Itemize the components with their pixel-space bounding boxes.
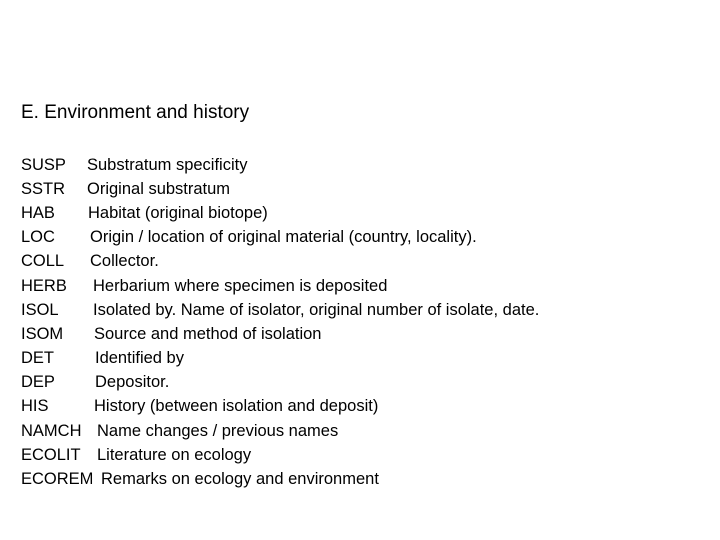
- field-code: ECOREM: [21, 470, 94, 488]
- field-description: Isolated by. Name of isolator, original number of isolate, date.: [93, 301, 540, 319]
- field-code: COLL: [21, 252, 65, 270]
- field-code: HAB: [21, 204, 55, 222]
- field-code: NAMCH: [21, 422, 82, 440]
- field-code: DET: [21, 349, 54, 367]
- field-code: DEP: [21, 373, 55, 391]
- field-code: ECOLIT: [21, 446, 81, 464]
- field-code: HERB: [21, 277, 67, 295]
- field-code: ISOM: [21, 325, 64, 343]
- field-description: Collector.: [90, 252, 159, 270]
- field-code: SUSP: [21, 156, 66, 174]
- field-description: History (between isolation and deposit): [94, 397, 379, 415]
- field-code: SSTR: [21, 180, 66, 198]
- field-description: Literature on ecology: [97, 446, 252, 464]
- field-description: Origin / location of original material (country, locality).: [90, 228, 477, 246]
- field-description: Remarks on ecology and environment: [101, 470, 379, 488]
- field-description: Original substratum: [87, 180, 231, 198]
- field-description: Herbarium where specimen is deposited: [93, 277, 388, 295]
- field-description: Source and method of isolation: [94, 325, 322, 343]
- field-code: HIS: [21, 397, 49, 415]
- field-code: LOC: [21, 228, 55, 246]
- field-description: Habitat (original biotope): [88, 204, 268, 222]
- slide-title: E. Environment and history: [21, 102, 250, 123]
- field-description: Identified by: [95, 349, 184, 367]
- field-description: Substratum specificity: [87, 156, 248, 174]
- field-description: Name changes / previous names: [97, 422, 339, 440]
- field-description: Depositor.: [95, 373, 170, 391]
- field-code: ISOL: [21, 301, 59, 319]
